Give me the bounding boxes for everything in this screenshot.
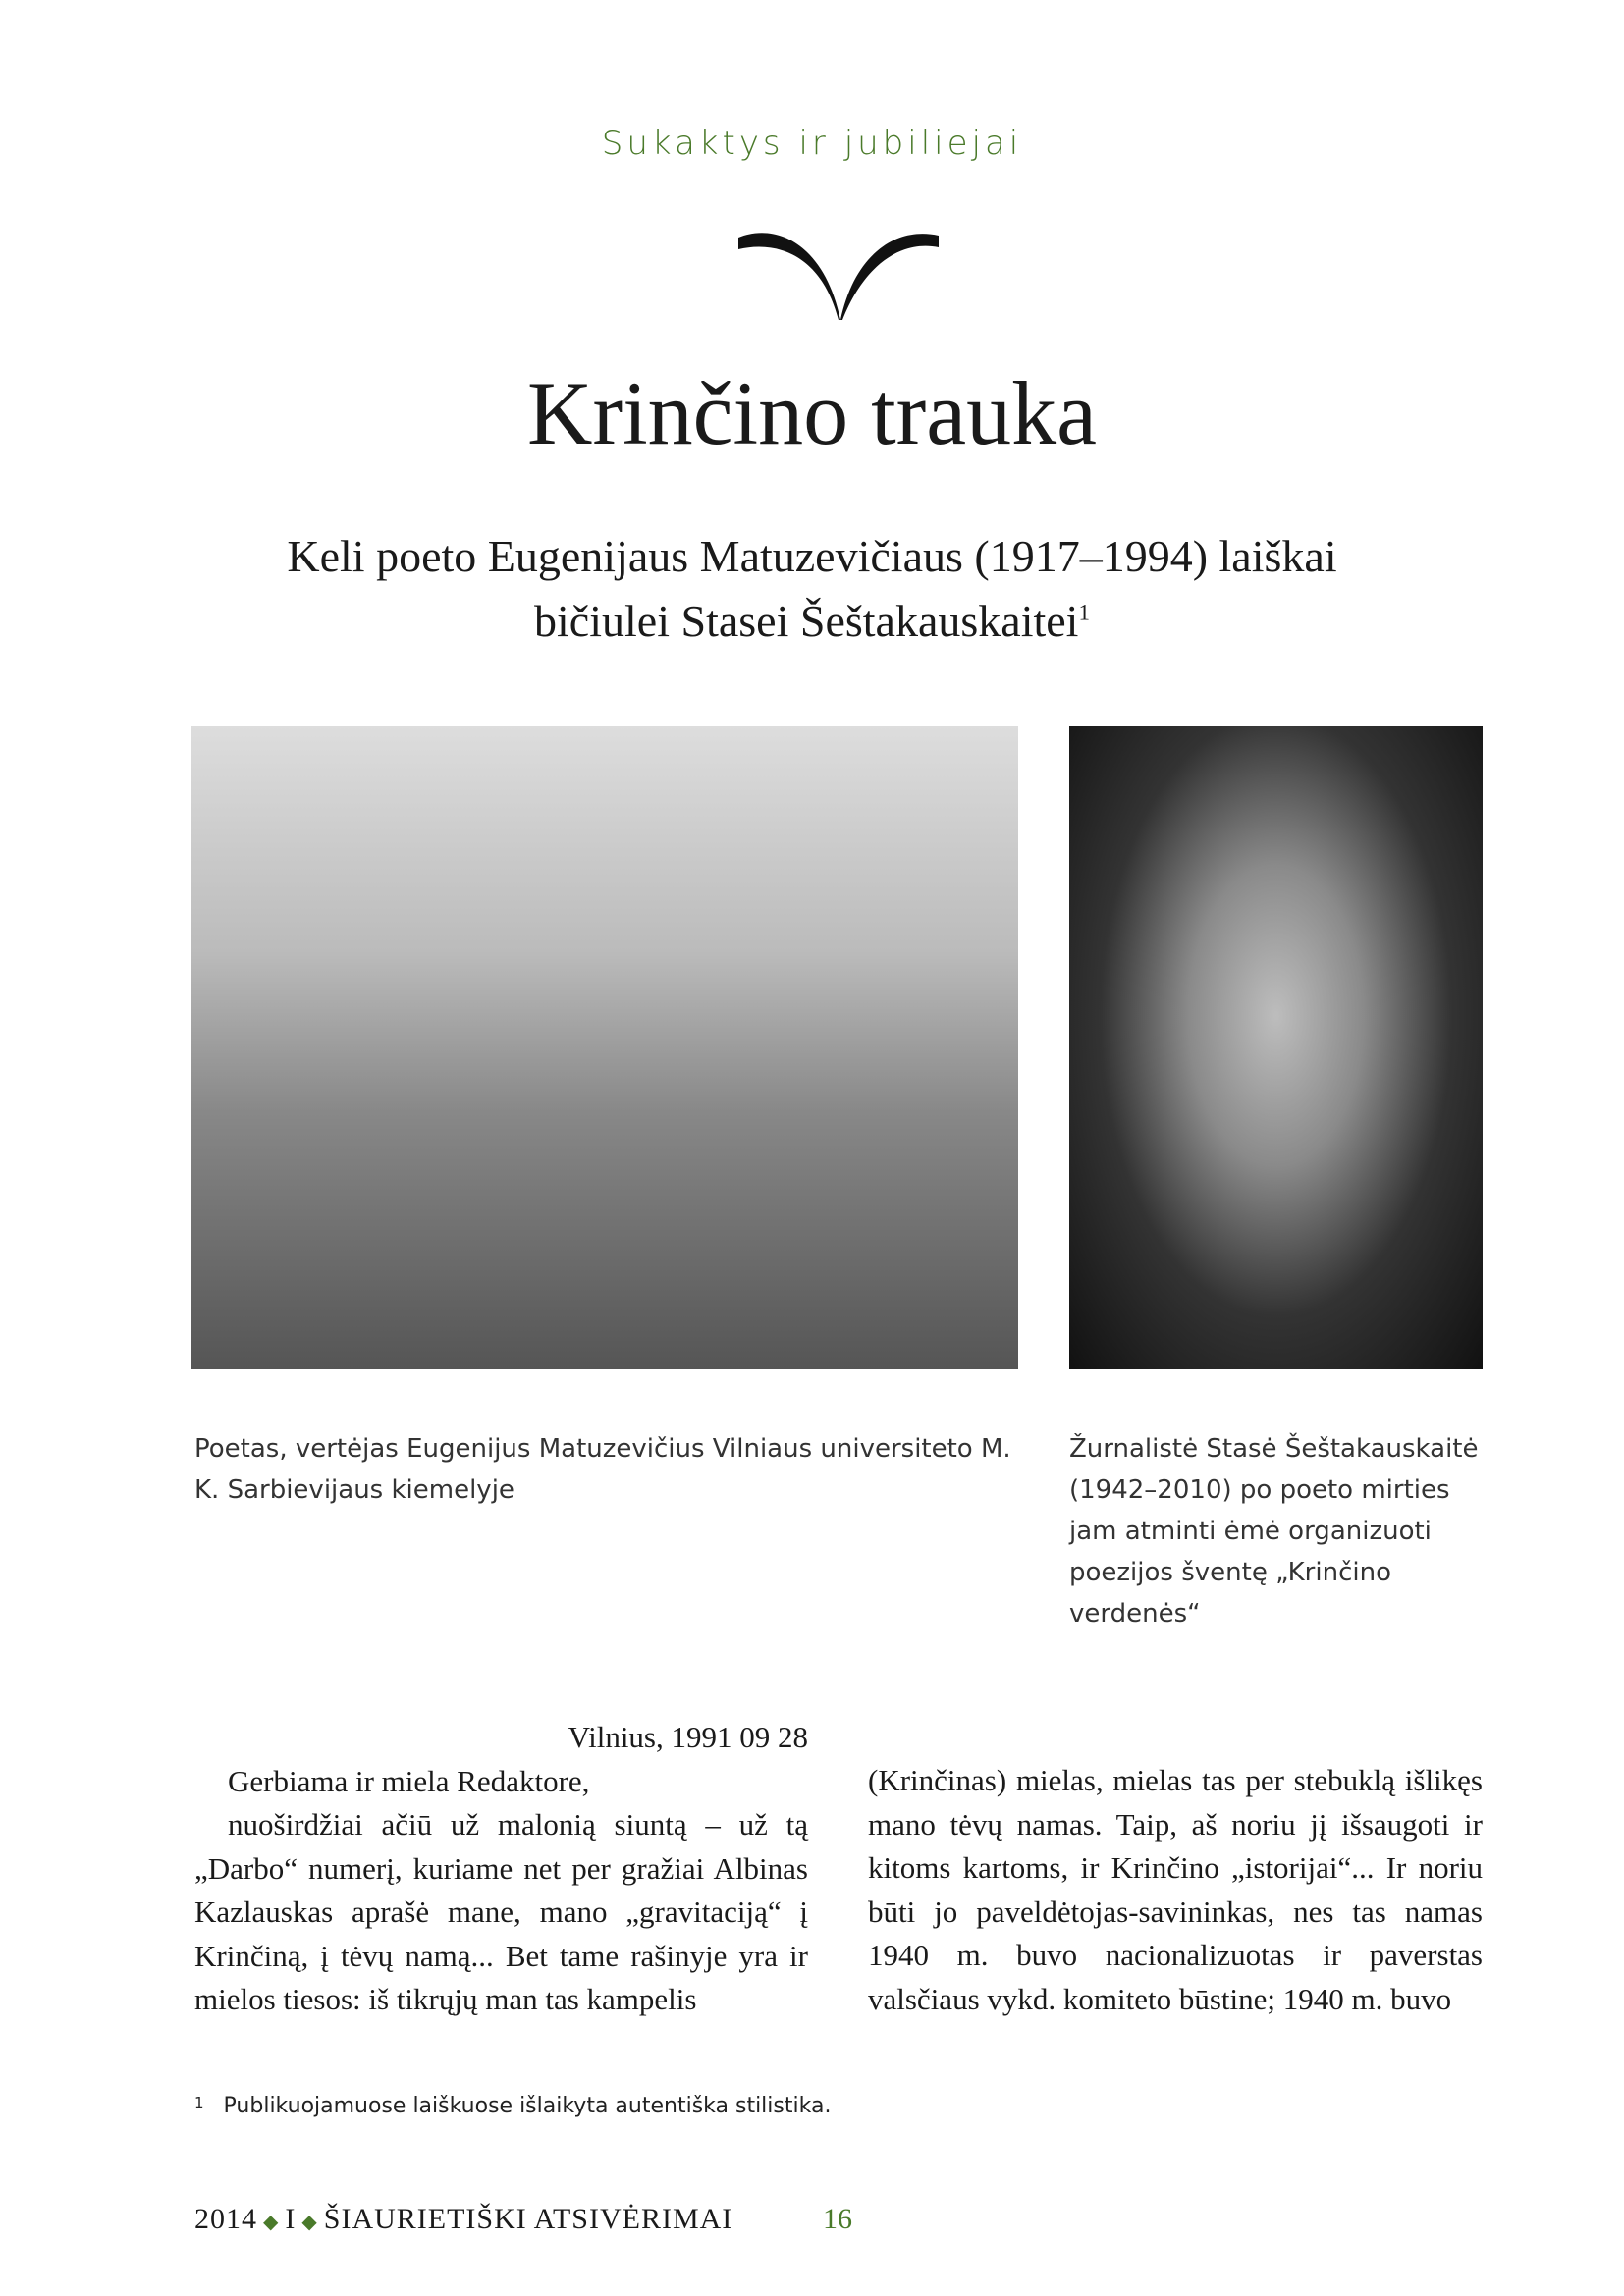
subtitle-text: bičiulei Stasei Šeštakauskaitei (534, 596, 1079, 646)
caption-journalist: Žurnalistė Stasė Šeštakauskaitė (1942–2010) po poeto mirties jam atminti ėmė organizuoti poezijos šventę „Krinčino verdenės“ (1069, 1434, 1479, 1629)
caption-poet: Poetas, vertėjas Eugenijus Matuzevičius Vilniaus universiteto M. K. Sarbievijaus kiemelyje (194, 1434, 1011, 1505)
footer (194, 2203, 732, 2236)
photo-poet (191, 726, 1018, 1369)
footer-issue: I (285, 2203, 297, 2235)
subtitle-line-1: Keli poeto Eugenijaus Matuzevičiaus (1917–1994) laiškai (287, 531, 1337, 581)
letter-body-right: (Krinčinas) mielas, mielas tas per stebuklą išlikęs mano tėvų namas. Taip, aš noriu jį išsaugoti ir kitoms kartoms, ir Krinčino „istorijai“... Ir noriu būti jo paveldėtojas-savininkas, nes tas namas 1940 m. buvo nacionalizuotas ir paverstas valsčiaus vykd. komiteto būstine; 1940 m. buvo (868, 1763, 1483, 2016)
footnote (194, 2094, 831, 2118)
footer-year: 2014 (194, 2203, 257, 2235)
diamond-icon: ◆ (263, 2212, 280, 2233)
section-heading: Sukaktys ir jubiliejai (601, 124, 1023, 163)
photo-journalist (1069, 726, 1483, 1369)
letter-column-left (194, 1716, 808, 2022)
footnote-text: Publikuojamuose laiškuose išlaikyta autentiška stilistika. (223, 2094, 832, 2118)
ornament-icon (738, 226, 939, 320)
page-number: 16 (823, 2203, 852, 2235)
footer-journal: ŠIAURIETIŠKI ATSIVĖRIMAI (323, 2203, 733, 2235)
footnote-ref[interactable]: 1 (1078, 600, 1090, 625)
footnote-number: 1 (194, 2094, 204, 2111)
place-date: Vilnius, 1991 09 28 (568, 1720, 808, 1754)
article-title: Krinčino trauka (527, 363, 1097, 463)
diamond-icon: ◆ (301, 2212, 318, 2233)
greeting: Gerbiama ir miela Redaktore, (228, 1763, 590, 1798)
letter-body-left: nuoširdžiai ačiū už malonią siuntą – už tą „Darbo“ numerį, kuriame net per gražiai Albinas Kazlauskas aprašė mane, mano „gravitaciją“ į Krinčiną, į tėvų namą... Bet tame rašinyje yra ir mielos tiesos: iš tikrųjų man tas kampelis (194, 1807, 808, 2016)
subtitle-line-2 (0, 595, 1624, 647)
